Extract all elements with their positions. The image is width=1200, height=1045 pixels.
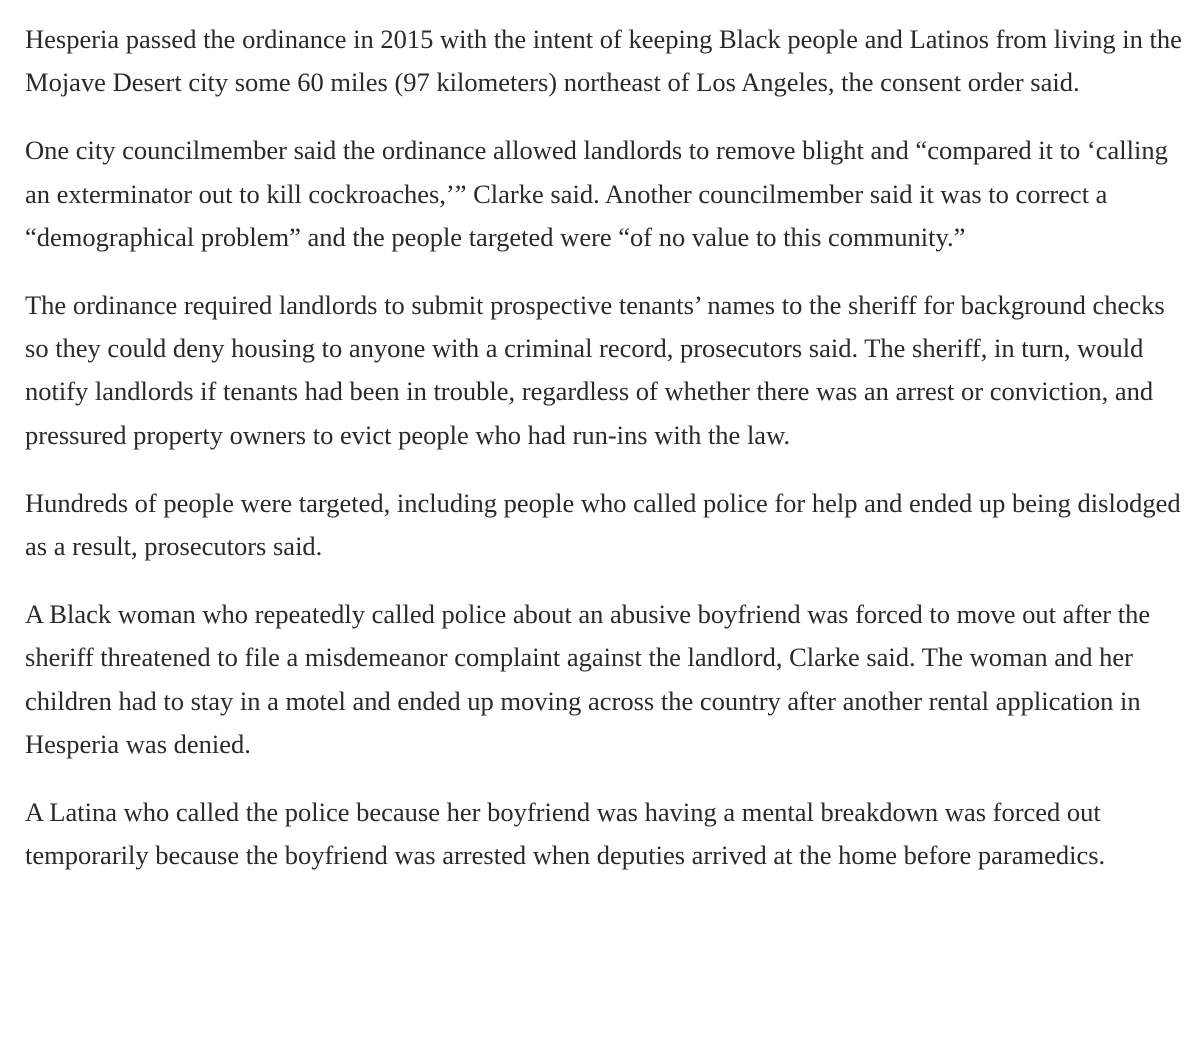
article-paragraph: A Black woman who repeatedly called police about an abusive boyfriend was forced to move out after the sheriff threatened to file a misdemeanor complaint against the landlord, Clarke said. The woman and her children had to stay in a motel and ended up moving across the country after another rental application in Hesperia was denied. bbox=[25, 599, 1151, 759]
article-paragraph: One city councilmember said the ordinance allowed landlords to remove blight and “compared it to ‘calling an exterminator out to kill cockroaches,’” Clarke said. Another councilmember said it was to correct a “demographical problem” and the people targeted were “of no value to this community.” bbox=[25, 135, 1168, 252]
article-paragraph: Hesperia passed the ordinance in 2015 with the intent of keeping Black people and Latinos from living in the Mojave Desert city some 60 miles (97 kilometers) northeast of Los Angeles, the consent order said. bbox=[25, 24, 1182, 98]
article-paragraph: Hundreds of people were targeted, including people who called police for help and ended up being dislodged as a result, prosecutors said. bbox=[25, 487, 1181, 562]
article-paragraph: A Latina who called the police because her boyfriend was having a mental breakdown was forced out temporarily because the boyfriend was arrested when deputies arrived at the home before paramedics. bbox=[25, 797, 1106, 871]
article-paragraph: The ordinance required landlords to submit prospective tenants’ names to the sheriff for background checks so they could deny housing to anyone with a criminal record, prosecutors said. The sheriff, in turn, would notify landlords if tenants had been in trouble, regardless of whether there was an arrest or conviction, and pressured property owners to evict people who had run-ins with the law. bbox=[25, 290, 1165, 450]
